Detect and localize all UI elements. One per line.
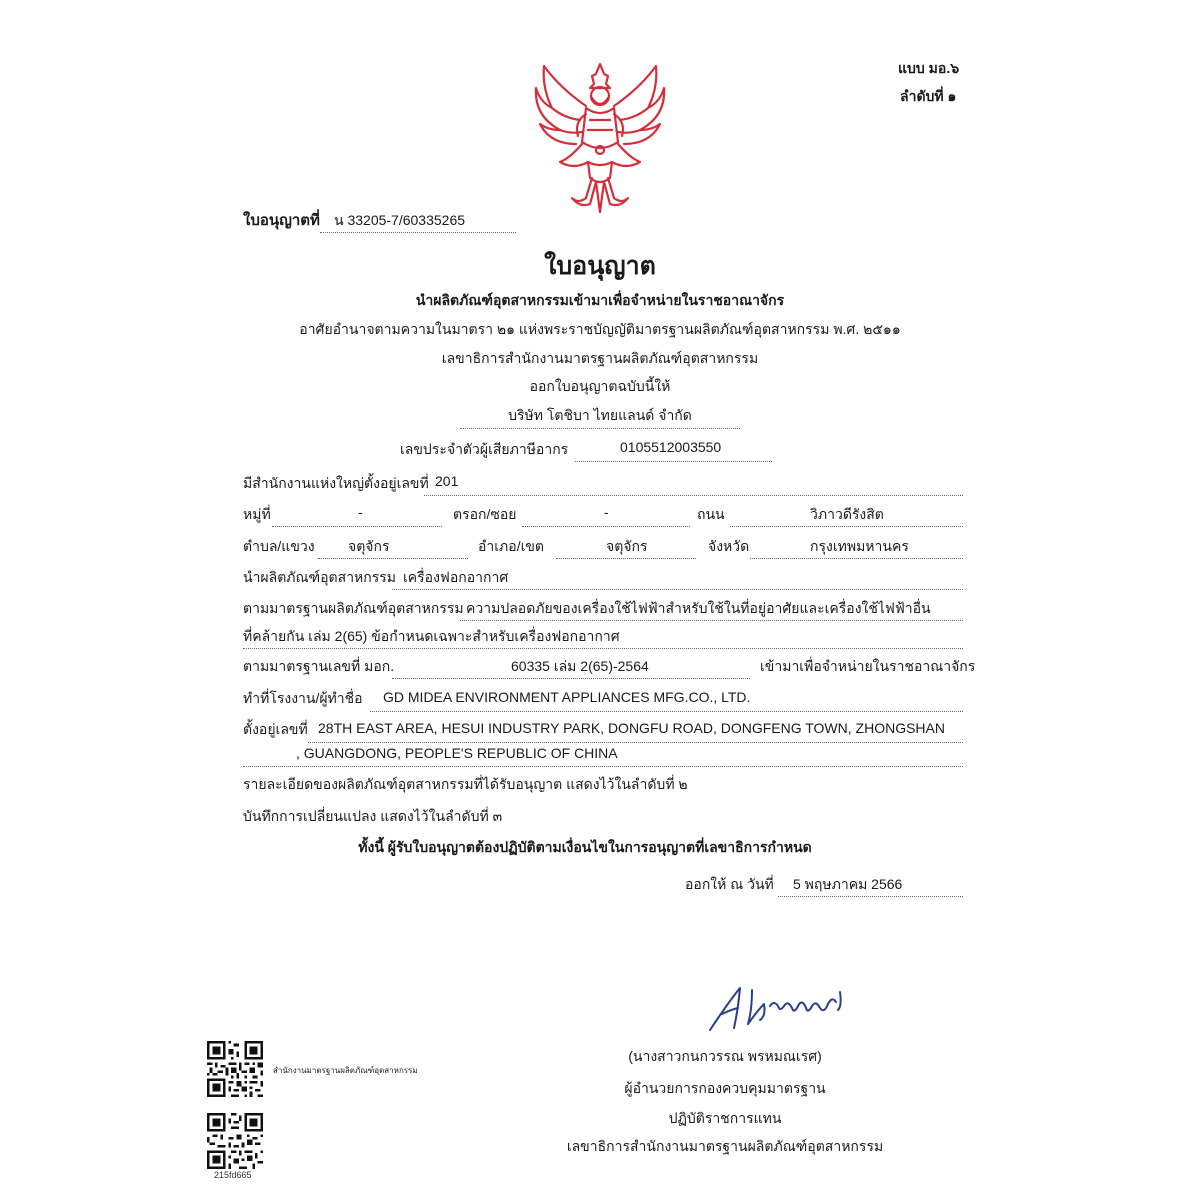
issued-label: ออกให้ ณ วันที่ bbox=[685, 876, 774, 892]
dotted-line bbox=[556, 558, 696, 559]
dotted-line bbox=[318, 558, 468, 559]
dotted-line bbox=[392, 589, 963, 590]
details-line: รายละเอียดของผลิตภัณฑ์อุตสาหกรรมที่ได้รับอนุญาต แสดงไว้ในลำดับที่ ๒ bbox=[243, 776, 688, 792]
district-label: อำเภอ/เขต bbox=[478, 538, 545, 554]
qr-code-icon bbox=[207, 1113, 263, 1169]
condition-line: ทั้งนี้ ผู้รับใบอนุญาตต้องปฏิบัติตามเงื่อนไขในการอนุญาตที่เลขาธิการกำหนด bbox=[358, 839, 812, 855]
qr-code-icon bbox=[207, 1041, 263, 1097]
issuer-line: เลขาธิการสำนักงานมาตรฐานผลิตภัณฑ์อุตสาหกรรม bbox=[441, 350, 759, 366]
dotted-line bbox=[460, 620, 963, 621]
signature-mark bbox=[700, 980, 870, 1040]
dotted-line bbox=[320, 232, 516, 233]
issue-line: ออกใบอนุญาตฉบับนี้ให้ bbox=[529, 378, 671, 394]
subdistrict-value: จตุจักร bbox=[348, 538, 390, 554]
moo-label: หมู่ที่ bbox=[243, 506, 271, 522]
road-label: ถนน bbox=[697, 506, 725, 522]
hq-label: มีสำนักงานแห่งใหญ่ตั้งอยู่เลขที่ bbox=[243, 475, 429, 491]
dotted-line bbox=[575, 461, 772, 462]
road-value: วิภาวดีรังสิต bbox=[810, 506, 884, 522]
document-subtitle: นำผลิตภัณฑ์อุตสาหกรรมเข้ามาเพื่อจำหน่ายในราชอาณาจักร bbox=[415, 292, 785, 308]
tis-suffix: เข้ามาเพื่อจำหน่ายในราชอาณาจักร bbox=[760, 658, 976, 674]
tis-value: 60335 เล่ม 2(65)-2564 bbox=[511, 658, 649, 674]
dotted-line bbox=[750, 558, 963, 559]
soi-value: - bbox=[604, 504, 609, 520]
dotted-line bbox=[730, 526, 963, 527]
signer-name: (นางสาวกนกวรรณ พรหมณเรศ) bbox=[628, 1048, 822, 1064]
tax-id-label: เลขประจำตัวผู้เสียภาษีอากร bbox=[400, 441, 569, 457]
soi-label: ตรอก/ซอย bbox=[453, 506, 517, 522]
tax-id-value: 0105512003550 bbox=[620, 439, 722, 455]
dotted-line bbox=[522, 526, 690, 527]
standard-value-line1: ความปลอดภัยของเครื่องใช้ไฟฟ้าสำหรับใช้ในที่อยู่อาศัยและเครื่องใช้ไฟฟ้าอื่น bbox=[466, 600, 931, 616]
dotted-line bbox=[392, 678, 750, 679]
standard-value-line2: ที่คล้ายกัน เล่ม 2(65) ข้อกำหนดเฉพาะสำหรับเครื่องฟอกอากาศ bbox=[243, 628, 620, 644]
tis-label: ตามมาตรฐานเลขที่ มอก. bbox=[243, 658, 395, 674]
dotted-line bbox=[243, 766, 963, 767]
signer-org: เลขาธิการสำนักงานมาตรฐานผลิตภัณฑ์อุตสาหกรรม bbox=[566, 1138, 884, 1154]
factory-label: ทำที่โรงงาน/ผู้ทำชื่อ bbox=[243, 690, 363, 706]
address-label: ตั้งอยู่เลขที่ bbox=[243, 721, 308, 737]
product-label: นำผลิตภัณฑ์อุตสาหกรรม bbox=[243, 569, 397, 585]
address-value-line2: , GUANGDONG, PEOPLE'S REPUBLIC OF CHINA bbox=[296, 745, 618, 761]
dotted-line bbox=[370, 711, 963, 712]
qr-caption: สำนักงานมาตรฐานผลิตภัณฑ์อุตสาหกรรม bbox=[273, 1066, 418, 1075]
province-label: จังหวัด bbox=[708, 538, 750, 554]
address-value-line1: 28TH EAST AREA, HESUI INDUSTRY PARK, DONGFU ROAD, DONGFENG TOWN, ZHONGSHAN bbox=[318, 720, 945, 736]
product-value: เครื่องฟอกอากาศ bbox=[403, 569, 509, 585]
dotted-line bbox=[272, 526, 442, 527]
license-no-value: น 33205-7/60335265 bbox=[334, 212, 466, 228]
district-value: จตุจักร bbox=[606, 538, 648, 554]
form-code: แบบ มอ.๖ bbox=[898, 60, 960, 76]
signer-title: ผู้อำนวยการกองควบคุมมาตรฐาน bbox=[624, 1080, 826, 1096]
dotted-line bbox=[778, 896, 963, 897]
province-value: กรุงเทพมหานคร bbox=[810, 538, 909, 554]
hq-value: 201 bbox=[435, 473, 459, 489]
dotted-line bbox=[460, 428, 740, 429]
dotted-line bbox=[243, 648, 963, 649]
factory-value: GD MIDEA ENVIRONMENT APPLIANCES MFG.CO., LTD. bbox=[383, 689, 751, 705]
document-title: ใบอนุญาต bbox=[544, 252, 656, 280]
dotted-line bbox=[308, 742, 963, 743]
changes-line: บันทึกการเปลี่ยนแปลง แสดงไว้ในลำดับที่ ๓ bbox=[243, 808, 503, 824]
subdistrict-label: ตำบล/แขวง bbox=[243, 538, 315, 554]
issued-value: 5 พฤษภาคม 2566 bbox=[793, 876, 903, 892]
license-no-label: ใบอนุญาตที่ bbox=[243, 212, 320, 229]
qr-code-id: 215fd665 bbox=[214, 1170, 252, 1180]
garuda-emblem-icon bbox=[530, 58, 670, 218]
dotted-line bbox=[424, 495, 963, 496]
signer-acting: ปฏิบัติราชการแทน bbox=[668, 1110, 782, 1126]
authority-line: อาศัยอำนาจตามความในมาตรา ๒๑ แห่งพระราชบัญญัติมาตรฐานผลิตภัณฑ์อุตสาหกรรม พ.ศ. ๒๕๑๑ bbox=[299, 321, 901, 337]
sequence-label: ลำดับที่ ๑ bbox=[900, 88, 957, 104]
company-name: บริษัท โตชิบา ไทยแลนด์ จำกัด bbox=[508, 407, 692, 423]
moo-value: - bbox=[358, 504, 363, 520]
standard-label: ตามมาตรฐานผลิตภัณฑ์อุตสาหกรรม bbox=[243, 600, 464, 616]
